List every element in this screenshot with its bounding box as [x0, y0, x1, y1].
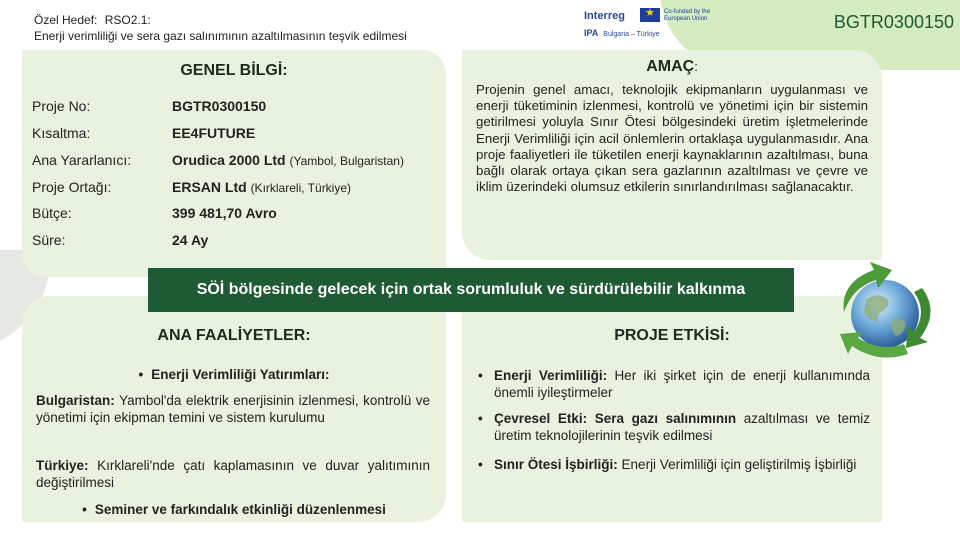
activity-bulgaria: Bulgaristan: Yambol'da elektrik enerjisinin izlenmesi, kontrolü ve yönetimi için ekipman temini ve sistem kurulumu [36, 393, 431, 425]
info-value: 399 481,70 Avro [172, 205, 277, 221]
eu-flag-icon: ★ [640, 8, 660, 22]
impact-title: PROJE ETKİSİ: [614, 327, 730, 344]
info-value: ERSAN Ltd (Kırklareli, Türkiye) [172, 179, 352, 195]
cofunded-text: Co-funded by the European Union [664, 9, 711, 22]
activity-turkey: Türkiye: Kırklareli'nde çatı kaplamasının ve duvar yalıtımının değiştirilmesi [36, 458, 430, 490]
objective-header [34, 12, 407, 44]
general-info-card [22, 50, 446, 277]
purpose-title: AMAÇ: [646, 58, 698, 75]
info-label: Kısaltma: [32, 125, 91, 141]
activity-bullet: • Enerji Verimliliği Yatırımları: [138, 367, 330, 382]
project-code: BGTR0300150 [833, 12, 954, 32]
info-label: Ana Yararlanıcı: [32, 152, 132, 168]
info-value: EE4FUTURE [172, 125, 256, 141]
info-note: (Yambol, Bulgaristan) [289, 154, 404, 168]
purpose-text: Projenin genel amacı, teknolojik ekipmanların uygulanması ve enerji tüketiminin izlenmesi, kontrolü ve yönetimi için bir sistemin getirilmesi yoluyla Sınır Ötesi bölgesindeki üretim işletmelerinde Enerji Verimliliği için acil önlemlerin ortaklaşa uygulanmasıdır. Ana proje faaliyetleri ile tüketilen enerji kaynaklarının azaltılması, buna bağlı olarak ortaya çıkan sera gazlarının azaltılması ve çevre ve iklim üzerindeki olumsuz etkilerin sınırlandırılması sağlanacaktır. [476, 82, 868, 195]
impact-item: • Çevresel Etki: Sera gazı salınımının azaltılması ve temiz üretim teknolojilerinin teşvik edilmesi [478, 411, 870, 443]
activities-title: ANA FAALİYETLER: [157, 327, 311, 344]
recycle-globe-icon [826, 262, 944, 360]
objective-code: RSO2.1: [104, 13, 151, 27]
activities-card [22, 296, 446, 522]
impact-item: • Enerji Verimliliği: Her iki şirket için de enerji kullanımında önemli iyileştirmeler [478, 368, 870, 400]
activity-bullet: • Seminer ve farkındalık etkinliği düzenlenmesi [82, 502, 386, 517]
objective-text: Enerji verimliliği ve sera gazı salınımının azaltılmasının teşvik edilmesi [34, 29, 407, 43]
info-value: BGTR0300150 [172, 98, 267, 114]
ipa-region: Bulgaria – Türkiye [603, 31, 660, 38]
ipa-logo [584, 28, 660, 38]
info-label: Proje No: [32, 98, 91, 114]
purpose-card [462, 50, 882, 260]
funding-logos [584, 8, 724, 42]
objective-label: Özel Hedef: [34, 13, 98, 27]
info-label: Bütçe: [32, 205, 72, 221]
info-label: Süre: [32, 232, 66, 248]
ipa-label: IPA [584, 28, 599, 38]
info-label: Proje Ortağı: [32, 179, 112, 195]
impact-item: • Sınır Ötesi İşbirliği: Enerji Verimliliği için geliştirilmiş İşbirliği [478, 457, 857, 472]
general-info-title: GENEL BİLGİ: [180, 62, 288, 79]
interreg-logo: Interreg [584, 10, 625, 22]
impact-card [462, 296, 882, 522]
info-value: Orudica 2000 Ltd (Yambol, Bulgaristan) [172, 152, 404, 168]
info-note: (Kırklareli, Türkiye) [250, 181, 352, 195]
slogan-banner: SÖİ bölgesinde gelecek için ortak sorumluluk ve sürdürülebilir kalkınma [148, 268, 794, 312]
info-value: 24 Ay [172, 232, 209, 248]
